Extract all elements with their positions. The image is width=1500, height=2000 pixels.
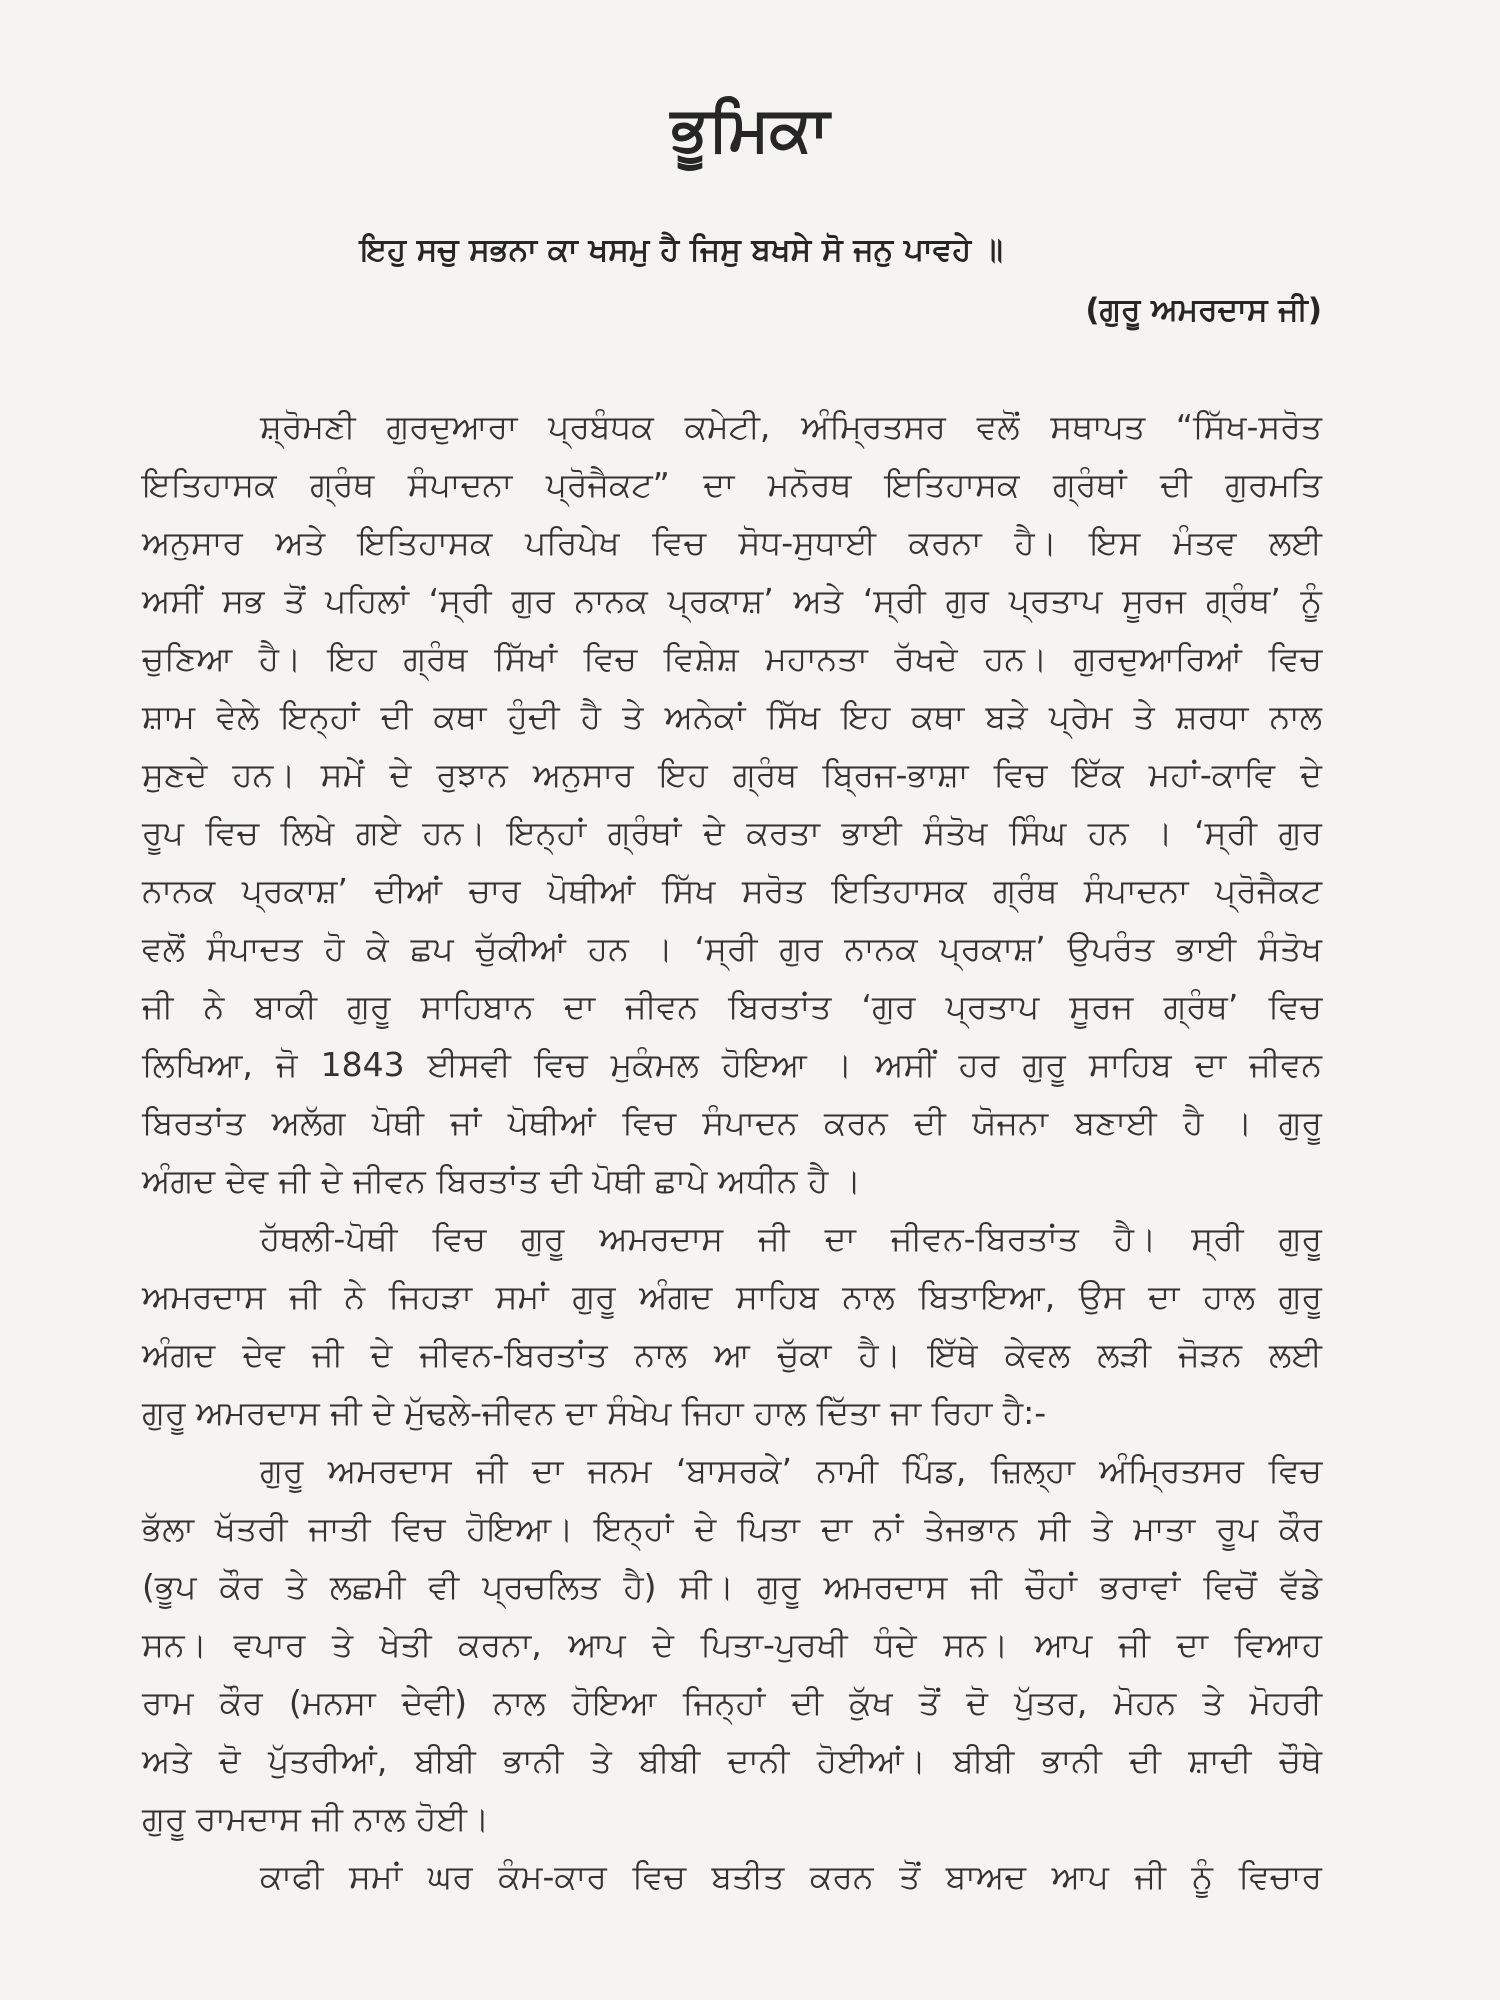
text-line: ਅੰਗਦ ਦੇਵ ਜੀ ਦੇ ਜੀਵਨ-ਬਿਰਤਾਂਤ ਨਾਲ ਆ ਚੁੱਕਾ ਹੈ। ਇੱਥੇ ਕੇਵਲ ਲੜੀ ਜੋੜਨ ਲਈ [142,1335,1322,1374]
text-line: ਸ਼ਾਮ ਵੇਲੇ ਇਨ੍ਹਾਂ ਦੀ ਕਥਾ ਹੁੰਦੀ ਹੈ ਤੇ ਅਨੇਕਾਂ ਸਿੱਖ ਇਹ ਕਥਾ ਬੜੇ ਪ੍ਰੇਮ ਤੇ ਸ਼ਰਧਾ ਨਾਲ [142,697,1322,736]
text-line: ਬਿਰਤਾਂਤ ਅਲੱਗ ਪੋਥੀ ਜਾਂ ਪੋਥੀਆਂ ਵਿਚ ਸੰਪਾਦਨ ਕਰਨ ਦੀ ਯੋਜਨਾ ਬਣਾਈ ਹੈ । ਗੁਰੂ [142,1103,1322,1142]
text-line: ਸੁਣਦੇ ਹਨ। ਸਮੇਂ ਦੇ ਰੁਝਾਨ ਅਨੁਸਾਰ ਇਹ ਗ੍ਰੰਥ ਬ੍ਰਿਜ-ਭਾਸ਼ਾ ਵਿਚ ਇੱਕ ਮਹਾਂ-ਕਾਵਿ ਦੇ [142,755,1322,794]
text-line: ਭੱਲਾ ਖੱਤਰੀ ਜਾਤੀ ਵਿਚ ਹੋਇਆ। ਇਨ੍ਹਾਂ ਦੇ ਪਿਤਾ ਦਾ ਨਾਂ ਤੇਜਭਾਨ ਸੀ ਤੇ ਮਾਤਾ ਰੂਪ ਕੌਰ [142,1509,1322,1548]
text-line: ਹੱਥਲੀ-ਪੋਥੀ ਵਿਚ ਗੁਰੂ ਅਮਰਦਾਸ ਜੀ ਦਾ ਜੀਵਨ-ਬਿਰਤਾਂਤ ਹੈ। ਸ੍ਰੀ ਗੁਰੂ [260,1219,1322,1258]
page-title: ਭੂਮਿਕਾ [670,92,830,165]
text-line: ਲਿਖਿਆ, ਜੋ 1843 ਈਸਵੀ ਵਿਚ ਮੁਕੰਮਲ ਹੋਇਆ । ਅਸੀਂ ਹਰ ਗੁਰੂ ਸਾਹਿਬ ਦਾ ਜੀਵਨ [142,1045,1322,1084]
text-line: ਅੰਗਦ ਦੇਵ ਜੀ ਦੇ ਜੀਵਨ ਬਿਰਤਾਂਤ ਦੀ ਪੋਥੀ ਛਾਪੇ ਅਧੀਨ ਹੈ । [142,1161,861,1200]
text-line: ਸ਼੍ਰੋਮਣੀ ਗੁਰਦੁਆਰਾ ਪ੍ਰਬੰਧਕ ਕਮੇਟੀ, ਅੰਮ੍ਰਿਤਸਰ ਵਲੋਂ ਸਥਾਪਤ “ਸਿੱਖ-ਸਰੋਤ [260,407,1322,446]
text-line: ਰੂਪ ਵਿਚ ਲਿਖੇ ਗਏ ਹਨ। ਇਨ੍ਹਾਂ ਗ੍ਰੰਥਾਂ ਦੇ ਕਰਤਾ ਭਾਈ ਸੰਤੋਖ ਸਿੰਘ ਹਨ । ‘ਸ੍ਰੀ ਗੁਰ [142,813,1322,852]
text-line: ਗੁਰੂ ਰਾਮਦਾਸ ਜੀ ਨਾਲ ਹੋਈ। [142,1799,490,1838]
text-line: ਅਸੀਂ ਸਭ ਤੋਂ ਪਹਿਲਾਂ ‘ਸ੍ਰੀ ਗੁਰ ਨਾਨਕ ਪ੍ਰਕਾਸ਼’ ਅਤੇ ‘ਸ੍ਰੀ ਗੁਰ ਪ੍ਰਤਾਪ ਸੂਰਜ ਗ੍ਰੰਥ’ ਨੂੰ [142,581,1322,620]
text-line: (ਭੂਪ ਕੌਰ ਤੇ ਲਛਮੀ ਵੀ ਪ੍ਰਚਲਿਤ ਹੈ) ਸੀ। ਗੁਰੂ ਅਮਰਦਾਸ ਜੀ ਚੌਹਾਂ ਭਰਾਵਾਂ ਵਿਚੋਂ ਵੱਡੇ [142,1567,1322,1606]
text-line: ਜੀ ਨੇ ਬਾਕੀ ਗੁਰੂ ਸਾਹਿਬਾਨ ਦਾ ਜੀਵਨ ਬਿਰਤਾਂਤ ‘ਗੁਰ ਪ੍ਰਤਾਪ ਸੂਰਜ ਗ੍ਰੰਥ’ ਵਿਚ [142,987,1322,1026]
text-line: ਨਾਨਕ ਪ੍ਰਕਾਸ਼’ ਦੀਆਂ ਚਾਰ ਪੋਥੀਆਂ ਸਿੱਖ ਸਰੋਤ ਇਤਿਹਾਸਕ ਗ੍ਰੰਥ ਸੰਪਾਦਨਾ ਪ੍ਰੋਜੈਕਟ [142,871,1322,910]
text-line: ਚੁਣਿਆ ਹੈ। ਇਹ ਗ੍ਰੰਥ ਸਿੱਖਾਂ ਵਿਚ ਵਿਸ਼ੇਸ਼ ਮਹਾਨਤਾ ਰੱਖਦੇ ਹਨ। ਗੁਰਦੁਆਰਿਆਂ ਵਿਚ [142,639,1322,678]
text-line: ਰਾਮ ਕੌਰ (ਮਨਸਾ ਦੇਵੀ) ਨਾਲ ਹੋਇਆ ਜਿਨ੍ਹਾਂ ਦੀ ਕੁੱਖ ਤੋਂ ਦੋ ਪੁੱਤਰ, ਮੋਹਨ ਤੇ ਮੋਹਰੀ [142,1683,1322,1722]
text-line: ਗੁਰੂ ਅਮਰਦਾਸ ਜੀ ਦਾ ਜਨਮ ‘ਬਾਸਰਕੇ’ ਨਾਮੀ ਪਿੰਡ, ਜ਼ਿਲ੍ਹਾ ਅੰਮ੍ਰਿਤਸਰ ਵਿਚ [260,1451,1322,1490]
text-line: ਅਮਰਦਾਸ ਜੀ ਨੇ ਜਿਹੜਾ ਸਮਾਂ ਗੁਰੂ ਅੰਗਦ ਸਾਹਿਬ ਨਾਲ ਬਿਤਾਇਆ, ਉਸ ਦਾ ਹਾਲ ਗੁਰੂ [142,1277,1322,1316]
text-line: ਇਤਿਹਾਸਕ ਗ੍ਰੰਥ ਸੰਪਾਦਨਾ ਪ੍ਰੋਜੈਕਟ” ਦਾ ਮਨੋਰਥ ਇਤਿਹਾਸਕ ਗ੍ਰੰਥਾਂ ਦੀ ਗੁਰਮਤਿ [142,465,1322,504]
body-text [142,398,1322,1906]
text-line: ਅਤੇ ਦੋ ਪੁੱਤਰੀਆਂ, ਬੀਬੀ ਭਾਨੀ ਤੇ ਬੀਬੀ ਦਾਨੀ ਹੋਈਆਂ। ਬੀਬੀ ਭਾਨੀ ਦੀ ਸ਼ਾਦੀ ਚੌਥੇ [142,1741,1322,1780]
text-line: ਗੁਰੂ ਅਮਰਦਾਸ ਜੀ ਦੇ ਮੁੱਢਲੇ-ਜੀਵਨ ਦਾ ਸੰਖੇਪ ਜਿਹਾ ਹਾਲ ਦਿੱਤਾ ਜਾ ਰਿਹਾ ਹੈ:- [142,1393,1047,1432]
epigraph-verse: ਇਹੁ ਸਚੁ ਸਭਨਾ ਕਾ ਖਸਮੁ ਹੈ ਜਿਸੁ ਬਖਸੇ ਸੋ ਜਨੁ ਪਾਵਹੇ ॥ [360,232,1003,268]
text-line: ਕਾਫੀ ਸਮਾਂ ਘਰ ਕੰਮ-ਕਾਰ ਵਿਚ ਬਤੀਤ ਕਰਨ ਤੋਂ ਬਾਅਦ ਆਪ ਜੀ ਨੂੰ ਵਿਚਾਰ [260,1857,1322,1896]
text-line: ਸਨ। ਵਪਾਰ ਤੇ ਖੇਤੀ ਕਰਨਾ, ਆਪ ਦੇ ਪਿਤਾ-ਪੁਰਖੀ ਧੰਦੇ ਸਨ। ਆਪ ਜੀ ਦਾ ਵਿਆਹ [142,1625,1322,1664]
epigraph-attribution: (ਗੁਰੂ ਅਮਰਦਾਸ ਜੀ) [1085,292,1322,328]
text-line: ਅਨੁਸਾਰ ਅਤੇ ਇਤਿਹਾਸਕ ਪਰਿਪੇਖ ਵਿਚ ਸੋਧ-ਸੁਧਾਈ ਕਰਨਾ ਹੈ। ਇਸ ਮੰਤਵ ਲਈ [142,523,1322,562]
text-line: ਵਲੋਂ ਸੰਪਾਦਤ ਹੋ ਕੇ ਛਪ ਚੁੱਕੀਆਂ ਹਨ । ‘ਸ੍ਰੀ ਗੁਰ ਨਾਨਕ ਪ੍ਰਕਾਸ਼’ ਉਪਰੰਤ ਭਾਈ ਸੰਤੋਖ [142,929,1322,968]
